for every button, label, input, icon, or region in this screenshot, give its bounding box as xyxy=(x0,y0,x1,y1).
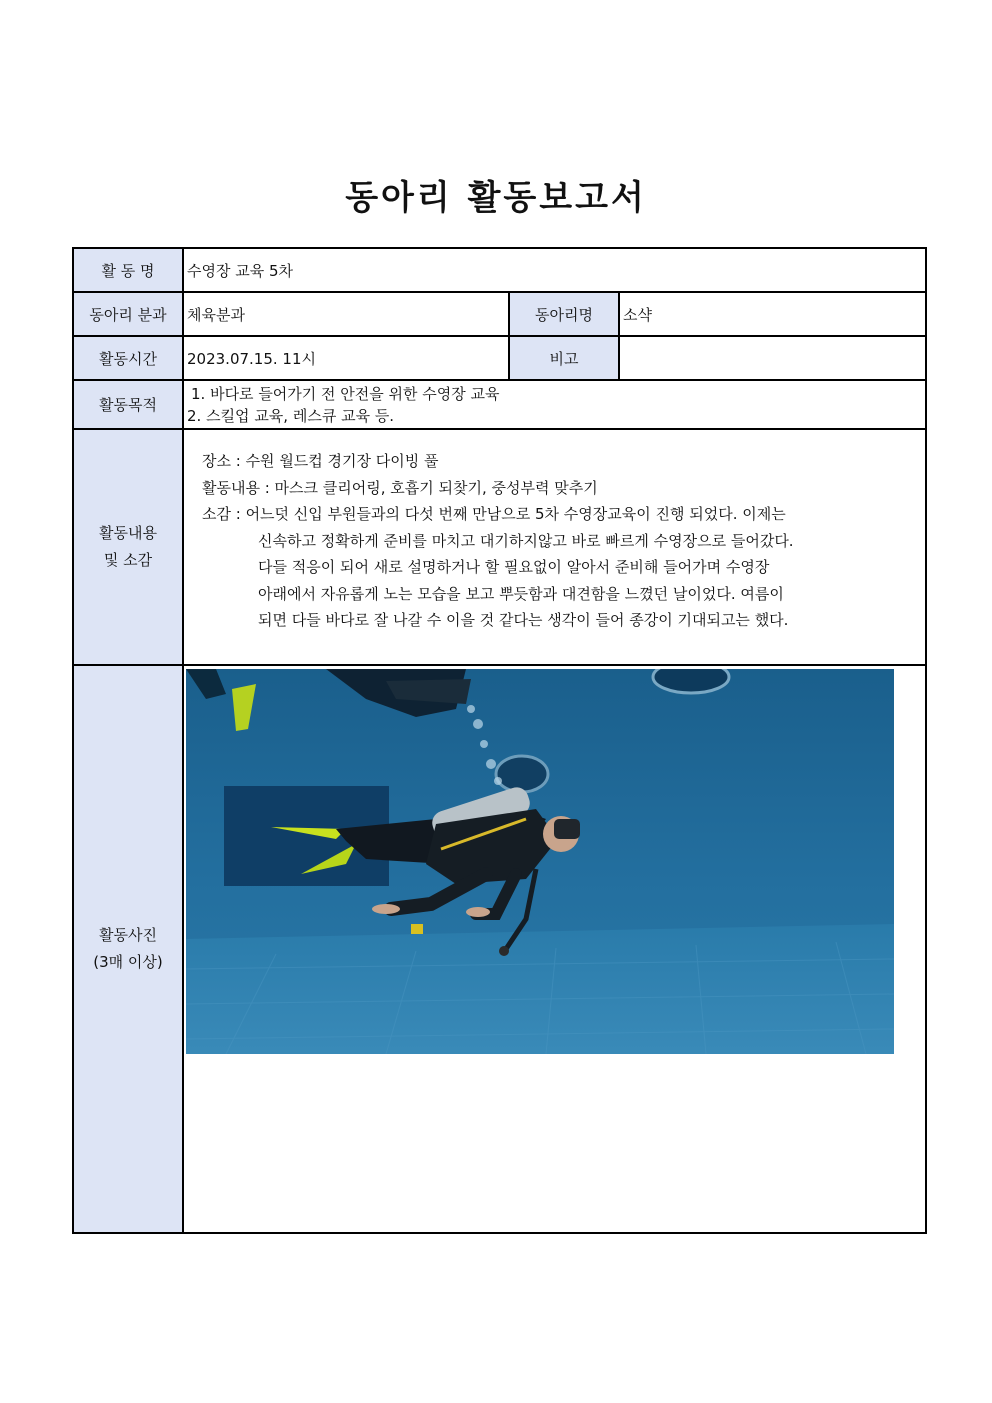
row-purpose xyxy=(73,380,926,429)
row-content xyxy=(73,429,926,665)
activity-name-label: 활 동 명 xyxy=(73,248,183,292)
activity-time-value: 2023.07.15. 11시 xyxy=(183,336,509,380)
photo-label-line-2: (3매 이상) xyxy=(93,953,163,971)
row-photo xyxy=(73,665,926,1233)
content-label-line-1: 활동내용 xyxy=(99,524,157,542)
purpose-value xyxy=(183,380,926,429)
content-impression-line: 되면 다들 바다로 잘 나갈 수 이을 것 같다는 생각이 들어 종강이 기대되고는 했다. xyxy=(258,611,789,629)
purpose-line-2: 2. 스킬업 교육, 레스큐 교육 등. xyxy=(187,406,395,425)
diving-photo xyxy=(186,669,894,1054)
activity-name-value: 수영장 교육 5차 xyxy=(183,248,926,292)
content-impression-first: 소감 : 어느덧 신입 부원들과의 다섯 번째 만남으로 5차 수영장교육이 진행 되었다. 이제는 xyxy=(202,505,786,523)
content-detail: 활동내용 : 마스크 클리어링, 호흡기 되찾기, 중성부력 맞추기 xyxy=(202,478,598,497)
club-name-label: 동아리명 xyxy=(509,292,619,336)
content-label-line-2: 및 소감 xyxy=(103,551,153,569)
report-table xyxy=(72,247,927,1234)
activity-time-label: 활동시간 xyxy=(73,336,183,380)
content-impression-line: 아래에서 자유롭게 노는 모습을 보고 뿌듯함과 대견함을 느꼈던 날이었다. 여름이 xyxy=(258,584,784,603)
row-club-division xyxy=(73,292,926,336)
club-division-label: 동아리 분과 xyxy=(73,292,183,336)
document-title: 동아리 활동보고서 xyxy=(345,178,647,218)
row-activity-name xyxy=(73,248,926,292)
photo-label-line-1: 활동사진 xyxy=(99,926,157,944)
content-place: 장소 : 수원 월드컵 경기장 다이빙 풀 xyxy=(202,452,439,470)
photo-label xyxy=(73,665,183,1233)
club-division-value: 체육분과 xyxy=(183,292,509,336)
row-activity-time xyxy=(73,336,926,380)
purpose-label: 활동목적 xyxy=(73,380,183,429)
scuba-diver-pool-image xyxy=(186,669,894,1054)
remarks-value xyxy=(619,336,926,380)
remarks-label: 비고 xyxy=(509,336,619,380)
club-name-value: 소샥 xyxy=(619,292,926,336)
photo-cell xyxy=(183,665,926,1233)
content-impression-line: 신속하고 정확하게 준비를 마치고 대기하지않고 바로 빠르게 수영장으로 들어갔다. xyxy=(258,531,794,550)
content-impression-line: 다들 적응이 되어 새로 설명하거나 할 필요없이 알아서 준비해 들어가며 수영장 xyxy=(258,558,770,576)
purpose-line-1: 1. 바다로 들어가기 전 안전을 위한 수영장 교육 xyxy=(191,384,500,403)
content-label xyxy=(73,429,183,665)
content-value xyxy=(183,429,926,665)
